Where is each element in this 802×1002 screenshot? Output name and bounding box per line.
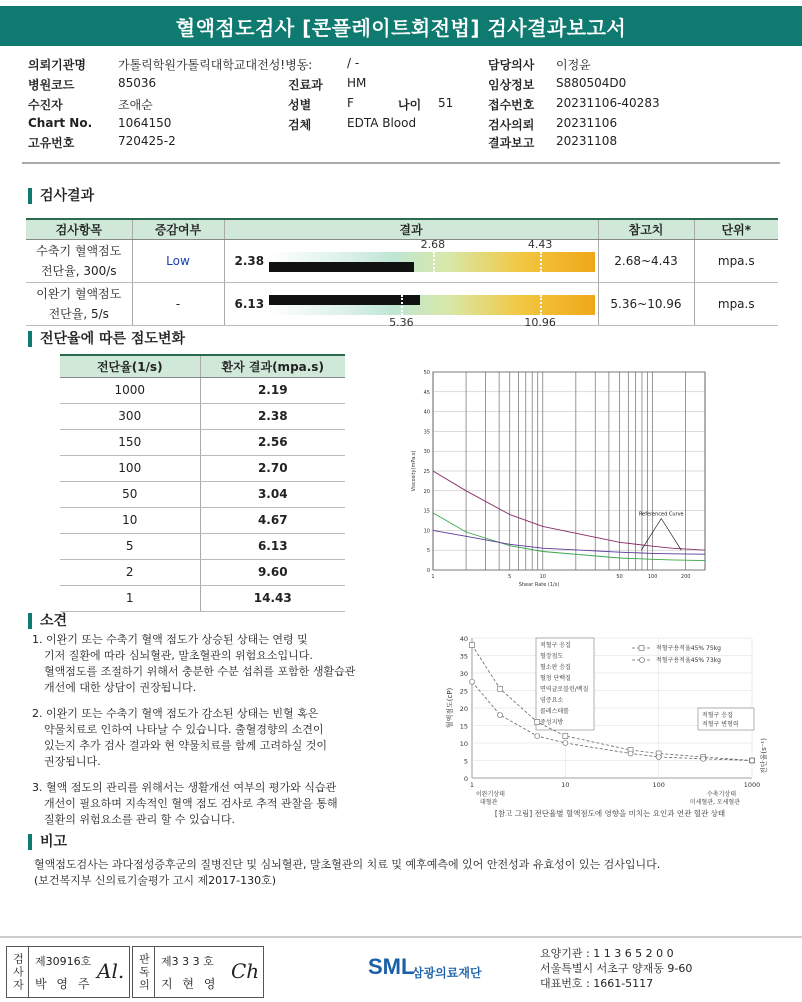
data-point xyxy=(563,734,568,739)
x-tick-label: 5 xyxy=(508,574,512,580)
result-gauge-ref-marker xyxy=(540,295,542,315)
y-tick-label: 5 xyxy=(426,548,430,555)
data-point xyxy=(563,741,568,746)
header-flag: 증감여부 xyxy=(132,219,224,239)
shear-row xyxy=(60,559,345,585)
y-tick-label: 10 xyxy=(423,528,430,535)
request-label: 검사의뢰 xyxy=(488,118,535,132)
hospital-label: 의뢰기관명 xyxy=(28,58,86,72)
result-ref-range: 5.36~10.96 xyxy=(598,282,694,325)
notes-list xyxy=(32,632,432,838)
x-annotation-left: 이완기상태 xyxy=(476,791,505,798)
x-tick-label: 10 xyxy=(561,781,570,789)
patient-label: 수진자 xyxy=(28,98,63,112)
legend-label: 적혈구용적율45% 75kg xyxy=(656,645,721,652)
signature-name: 지 현 영 xyxy=(161,977,219,991)
sex-value: F xyxy=(347,96,354,110)
result-gauge-fill xyxy=(269,262,415,272)
shear-rate: 100 xyxy=(60,455,200,481)
x-annotation-right: 미세혈관, 모세혈관 xyxy=(689,799,740,806)
x-tick-label: 200 xyxy=(680,574,691,580)
shear-rate: 2 xyxy=(60,559,200,585)
y-tick-label: 15 xyxy=(459,722,468,731)
result-ref-range: 2.68~4.43 xyxy=(598,239,694,282)
shear-result: 2.38 xyxy=(200,403,345,429)
signature-scribble-icon: Al. xyxy=(97,959,125,983)
shear-row xyxy=(60,507,345,533)
request-value: 20231106 xyxy=(556,116,618,130)
shear-rate: 1000 xyxy=(60,377,200,403)
notes-section-title: 소견 xyxy=(28,613,67,629)
reference-chart xyxy=(440,630,780,820)
note-item-1: 1. 이완기 또는 수축기 혈액 점도가 상승된 상태는 연령 및 기저 질환에 따라 심뇌혈관, 말초혈관의 위험요소입니다. 혈액점도를 조절하기 위해서 충분한 수분 섭취를 포함한 생활습관 개선에 대한 상담이 권장됩니다. xyxy=(32,633,356,694)
result-gauge-ref-marker xyxy=(401,295,403,315)
legend-marker xyxy=(639,646,644,651)
dept-label: 진료과 xyxy=(288,78,323,92)
result-item xyxy=(26,239,132,282)
x-axis-label: 전단율(s⁻¹) xyxy=(760,738,768,774)
y-axis-label: Viscosity(mPa.s) xyxy=(411,450,417,492)
institution-location: 서울특별시 서초구 양재동 9-60 xyxy=(540,962,693,975)
x-tick-label: 100 xyxy=(652,781,665,789)
shear-row xyxy=(60,481,345,507)
dept-value: HM xyxy=(347,76,367,90)
y-tick-label: 0 xyxy=(426,568,430,574)
specimen-label: 검체 xyxy=(288,118,312,132)
factor-label: 혈청 단백질 xyxy=(540,675,571,682)
report-label: 결과보고 xyxy=(488,136,535,150)
result-table xyxy=(26,218,778,329)
result-item xyxy=(26,282,132,325)
report-value: 20231108 xyxy=(556,134,618,148)
factor-label: 적혈구 응집 xyxy=(540,642,571,649)
y-tick-label: 20 xyxy=(459,705,468,713)
divider xyxy=(22,162,780,164)
y-tick-label: 30 xyxy=(423,449,430,456)
institution-phone: 대표번호 : 1661-5117 xyxy=(540,977,654,990)
result-gauge xyxy=(269,295,595,315)
shear-rate: 300 xyxy=(60,403,200,429)
logo-mark: SML xyxy=(368,954,415,979)
shear-result: 6.13 xyxy=(200,533,345,559)
result-gauge-ref-label: 10.96 xyxy=(524,315,556,329)
factor-box xyxy=(536,638,594,730)
factor-label: 염증요소 xyxy=(540,697,564,704)
remark-text xyxy=(34,857,774,889)
institution-code: 요양기관 : 1 1 3 6 5 2 0 0 xyxy=(540,947,674,960)
institution-address xyxy=(540,946,692,991)
result-bar xyxy=(224,282,598,329)
x-tick-label: 50 xyxy=(616,574,623,580)
chart-label: Chart No. xyxy=(28,116,93,130)
viscosity-chart xyxy=(405,366,725,588)
shear-section-title: 전단율에 따른 점도변화 xyxy=(28,331,185,347)
y-tick-label: 10 xyxy=(459,740,468,748)
shear-table xyxy=(60,354,345,612)
shear-row xyxy=(60,429,345,455)
signature-role: 검사자 xyxy=(7,947,29,997)
x-annotation-right: 수축기상태 xyxy=(707,791,736,798)
signature-box-reader xyxy=(132,946,264,998)
shear-row xyxy=(60,533,345,559)
report-title: 혈액점도검사 [콘플레이트회전법] 검사결과보고서 xyxy=(0,6,802,46)
y-tick-label: 5 xyxy=(463,757,468,766)
clinical-value: S880504D0 xyxy=(556,76,627,90)
y-tick-label: 0 xyxy=(463,775,468,783)
data-point xyxy=(656,755,661,760)
remark-line-2: (보건복지부 신의료기술평가 고시 제2017-130호) xyxy=(34,874,277,887)
chart-value: 1064150 xyxy=(118,116,172,130)
shear-result: 2.70 xyxy=(200,455,345,481)
result-value: 6.13 xyxy=(234,296,265,311)
y-tick-label: 50 xyxy=(423,370,430,376)
factor-label: 혈소판 응집 xyxy=(540,664,571,671)
result-row xyxy=(26,239,778,282)
data-point xyxy=(535,720,540,725)
y-tick-label: 35 xyxy=(423,429,430,436)
result-unit: mpa.s xyxy=(694,282,778,325)
shear-result: 14.43 xyxy=(200,585,345,611)
shear-result: 2.19 xyxy=(200,377,345,403)
x-tick-label: 10 xyxy=(539,574,546,580)
result-gauge-ref-label: 4.43 xyxy=(527,237,553,251)
receipt-value: 20231106-40283 xyxy=(556,96,660,110)
note-item-2: 2. 이완기 또는 수축기 혈액 점도가 감소된 상태는 빈혈 혹은 약물치료로 인하여 나타날 수 있습니다. 출혈경향의 소견이 있는지 추가 검사 결과와 현 약물치료를 함께 고려하실 것이 권장됩니다. xyxy=(32,707,327,768)
shear-result: 9.60 xyxy=(200,559,345,585)
y-tick-label: 30 xyxy=(459,670,468,678)
y-tick-label: 45 xyxy=(423,389,430,396)
shear-rate: 5 xyxy=(60,533,200,559)
result-item-line1: 수축기 혈액점도 xyxy=(36,243,122,258)
signature-scribble-icon: Ch xyxy=(231,959,260,983)
result-item-line2: 전단율, 300/s xyxy=(40,263,117,278)
y-tick-label: 35 xyxy=(459,652,468,661)
y-axis-label: 혈액점도(cP) xyxy=(446,687,454,729)
result-gauge-ref-marker xyxy=(540,252,542,272)
legend-label: 적혈구용적율45% 73kg xyxy=(656,657,721,664)
logo-name: 삼광의료재단 xyxy=(412,966,482,980)
result-gauge-ref-label: 5.36 xyxy=(389,315,414,329)
factor-label: 중성지방 xyxy=(540,719,564,726)
x-annotation-left: 대혈관 xyxy=(480,799,498,806)
signature-box-tester xyxy=(6,946,130,998)
shear-row xyxy=(60,403,345,429)
result-bar xyxy=(224,239,598,282)
footer xyxy=(0,936,802,1002)
x-tick-label: 1 xyxy=(469,781,475,789)
factor-label: 적혈구 응집 xyxy=(702,712,733,719)
y-tick-label: 40 xyxy=(459,635,468,643)
signature-role: 판독의 xyxy=(133,947,155,997)
annotation-label: Referenced Curve xyxy=(638,511,684,518)
y-tick-label: 40 xyxy=(423,409,430,416)
result-flag: Low xyxy=(132,239,224,282)
x-tick-label: 100 xyxy=(647,574,658,580)
result-gauge xyxy=(269,252,595,272)
shear-rate: 1 xyxy=(60,585,200,611)
patient-value: 조애순 xyxy=(118,98,153,112)
sex-label: 성별 xyxy=(288,98,312,112)
data-point xyxy=(470,679,475,684)
result-row xyxy=(26,282,778,325)
chart-caption: [참고 그림] 전단율별 혈액점도에 영향을 미치는 요인과 연관 혈관 상태 xyxy=(494,809,726,818)
data-point xyxy=(498,686,503,691)
shear-header-result: 환자 결과(mpa.s) xyxy=(200,355,345,377)
shear-result: 3.04 xyxy=(200,481,345,507)
data-point xyxy=(498,713,503,718)
legend-marker xyxy=(640,658,645,663)
shear-rate: 50 xyxy=(60,481,200,507)
signature-license: 제30916호 xyxy=(35,955,92,968)
patient-info xyxy=(0,56,802,151)
remark-line-1: 혈액점도검사는 과다점성증후군의 질병진단 및 심뇌혈관, 말초혈관의 치료 및 예후예측에 있어 안전성과 유효성이 있는 검사입니다. xyxy=(34,858,661,871)
data-point xyxy=(535,734,540,739)
factor-label: 혈장점도 xyxy=(540,653,564,660)
header-unit: 단위* xyxy=(694,219,778,239)
x-tick-label: 1 xyxy=(431,574,435,580)
age-value: 51 xyxy=(438,96,454,110)
factor-label: 콜레스테롤 xyxy=(540,708,569,715)
result-gauge-ref-label: 2.68 xyxy=(420,237,446,251)
doctor-value: 이정윤 xyxy=(556,58,591,72)
age-label: 나이 xyxy=(398,98,422,112)
uid-label: 고유번호 xyxy=(28,136,75,150)
shear-row xyxy=(60,377,345,403)
code-value: 85036 xyxy=(118,76,157,90)
signature-license: 제3 3 3 호 xyxy=(161,955,214,968)
result-flag: - xyxy=(132,282,224,325)
shear-row xyxy=(60,585,345,611)
shear-header-rate: 전단율(1/s) xyxy=(60,355,200,377)
header-ref: 참고치 xyxy=(598,219,694,239)
header-result: 결과 xyxy=(224,219,598,239)
shear-result: 2.56 xyxy=(200,429,345,455)
result-gauge-ref-marker xyxy=(433,252,435,272)
shear-row xyxy=(60,455,345,481)
note-item-3: 3. 혈액 점도의 관리를 위해서는 생활개선 여부의 평가와 식습관 개선이 필요하며 지속적인 혈액 점도 검사로 추적 관찰을 통해 질환의 위험요소를 관리 할 수 있습니다. xyxy=(32,781,338,826)
result-value: 2.38 xyxy=(234,253,265,268)
data-point xyxy=(701,756,706,761)
uid-value: 720425-2 xyxy=(118,134,176,148)
y-tick-label: 25 xyxy=(459,687,468,696)
specimen-value: EDTA Blood xyxy=(347,116,417,130)
header-item: 검사항목 xyxy=(26,219,132,239)
receipt-label: 접수번호 xyxy=(488,98,535,112)
code-label: 병원코드 xyxy=(28,78,75,92)
sml-logo xyxy=(368,948,508,988)
factor-label: 적혈구 변형력 xyxy=(702,721,739,728)
result-item-line2: 전단율, 5/s xyxy=(48,306,109,321)
data-point xyxy=(628,751,633,756)
doctor-label: 담당의사 xyxy=(488,58,535,72)
y-tick-label: 25 xyxy=(423,469,430,475)
data-point xyxy=(470,643,475,648)
y-tick-label: 20 xyxy=(423,488,430,495)
shear-rate: 150 xyxy=(60,429,200,455)
result-unit: mpa.s xyxy=(694,239,778,282)
clinical-label: 임상정보 xyxy=(488,78,535,92)
shear-result: 4.67 xyxy=(200,507,345,533)
result-section-title: 검사결과 xyxy=(28,188,94,204)
signature-name: 박 영 주 xyxy=(35,977,93,991)
x-tick-label: 1000 xyxy=(743,781,761,789)
hospital-value: 가톨릭학원가톨릭대학교대전성!병동: xyxy=(118,58,313,72)
remark-section-title: 비고 xyxy=(28,834,67,850)
data-point xyxy=(750,758,755,763)
shear-rate: 10 xyxy=(60,507,200,533)
factor-label: 면역글로블린/백질 xyxy=(540,686,589,693)
y-tick-label: 15 xyxy=(423,508,430,515)
result-item-line1: 이완기 혈액점도 xyxy=(36,286,122,301)
result-gauge-fill xyxy=(269,295,421,305)
ward-value: / - xyxy=(347,56,360,70)
x-axis-label: Shear Rate (1/s) xyxy=(518,582,560,588)
